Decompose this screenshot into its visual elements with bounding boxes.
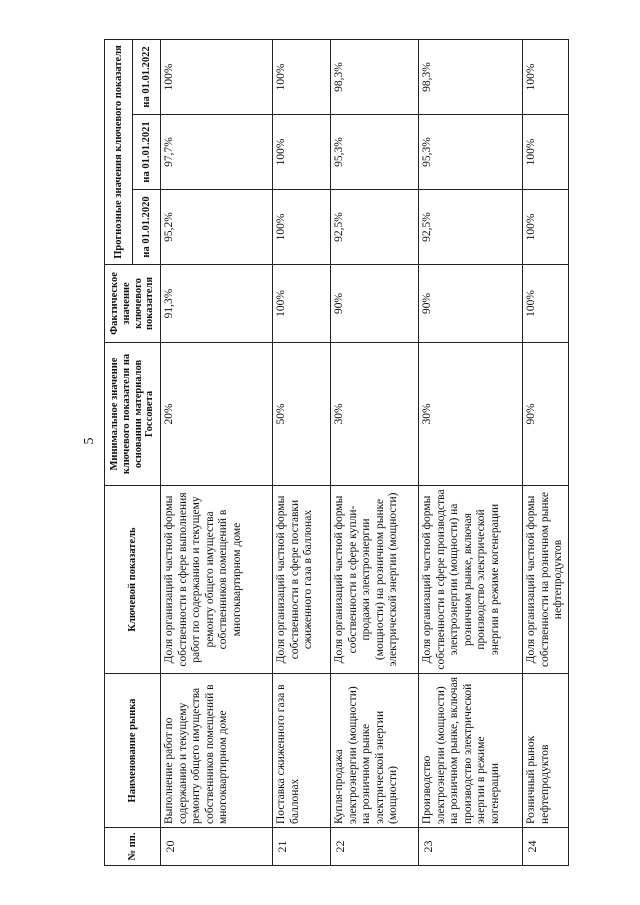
row-2021: 95,3% (331, 115, 419, 190)
row-num: 20 (161, 828, 273, 866)
row-num: 24 (523, 828, 569, 866)
row-fact: 90% (419, 265, 523, 343)
row-2021: 97,7% (161, 115, 273, 190)
row-num: 22 (331, 828, 419, 866)
table-row (419, 39, 523, 865)
row-min: 30% (419, 343, 523, 486)
row-2020: 95,2% (161, 190, 273, 265)
row-num: 21 (273, 828, 331, 866)
row-fact: 91,3% (161, 265, 273, 343)
row-indicator: Доля организаций частной формы собственности в сфере производства электроэнергии (мощности) на розничном рынке, включая производство электрической энергии в режиме когенерации (419, 486, 523, 674)
row-fact: 100% (273, 265, 331, 343)
row-market: Поставка сжиженного газа в баллонах (273, 674, 331, 828)
row-fact: 100% (523, 265, 569, 343)
header-2022: на 01.01.2022 (133, 39, 161, 114)
row-2021: 95,3% (419, 115, 523, 190)
header-fact: Фактическое значение ключевого показателя (105, 265, 161, 343)
row-2022: 100% (161, 39, 273, 114)
row-fact: 90% (331, 265, 419, 343)
row-2020: 92,5% (419, 190, 523, 265)
row-min: 30% (331, 343, 419, 486)
header-num: № пп. (105, 828, 161, 866)
row-2022: 100% (523, 39, 569, 114)
row-2021: 100% (523, 115, 569, 190)
header-2021: на 01.01.2021 (133, 115, 161, 190)
row-market: Купля-продажа электроэнергии (мощности) на розничном рынке электрической энергии (мощности) (331, 674, 419, 828)
table-row (331, 39, 419, 865)
header-market: Наименование рынка (105, 674, 161, 828)
header-forecast-group: Прогнозные значения ключевого показателя (105, 39, 133, 264)
table-row (273, 39, 331, 865)
header-2020: на 01.01.2020 (133, 190, 161, 265)
page-number: 5 (82, 437, 97, 445)
row-2022: 100% (273, 39, 331, 114)
row-num: 23 (419, 828, 523, 866)
row-2020: 100% (523, 190, 569, 265)
row-market: Производство электроэнергии (мощности) на розничном рынке, включая производство электрической энергии в режиме когенерации (419, 674, 523, 828)
row-indicator: Доля организаций частной формы собственности в сфере купли-продажи электроэнергии (мощности) на розничном рынке электрической энергии (мощности) (331, 486, 419, 674)
header-min-value: Минимальное значение ключевого показателя на основании материалов Госсовета (105, 343, 161, 486)
row-indicator: Доля организаций частной формы собственности в сфере выполнения работ по содержанию и текущему ремонту общего имущества собственников помещений в многоквартирном доме (161, 486, 273, 674)
row-indicator: Доля организаций частной формы собственности на розничном рынке нефтепродуктов (523, 486, 569, 674)
row-min: 20% (161, 343, 273, 486)
row-2020: 100% (273, 190, 331, 265)
row-2022: 98,3% (419, 39, 523, 114)
row-2022: 98,3% (331, 39, 419, 114)
row-2020: 92,5% (331, 190, 419, 265)
key-indicators-table (104, 39, 569, 866)
rotated-table-wrapper (104, 40, 565, 866)
row-indicator: Доля организаций частной формы собственности в сфере поставки сжиженного газа в баллонах (273, 486, 331, 674)
row-min: 90% (523, 343, 569, 486)
table-row (161, 39, 273, 865)
row-2021: 100% (273, 115, 331, 190)
header-indicator: Ключевой показатель (105, 486, 161, 674)
rotated-table-container (104, 40, 565, 866)
table-row (523, 39, 569, 865)
row-market: Выполнение работ по содержанию и текущему ремонту общего имущества собственников помещений в многоквартирном доме (161, 674, 273, 828)
row-market: Розничный рынок нефтепродуктов (523, 674, 569, 828)
row-min: 50% (273, 343, 331, 486)
